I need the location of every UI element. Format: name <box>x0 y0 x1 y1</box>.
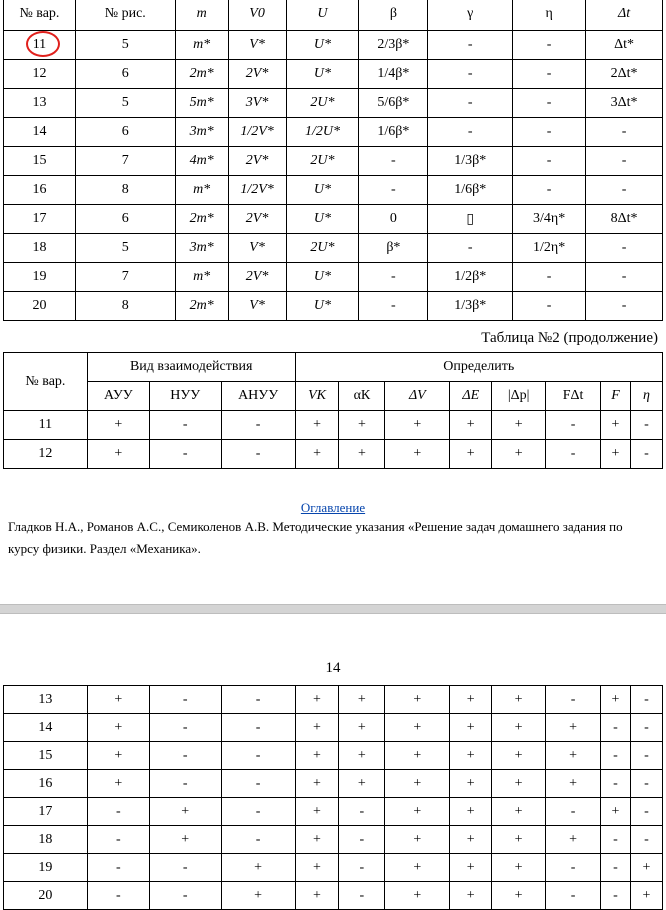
table-cell: 14 <box>4 118 76 147</box>
table-row <box>4 742 663 770</box>
table-cell: m* <box>175 176 228 205</box>
table-cell: - <box>339 798 385 826</box>
table-cell: 15 <box>4 742 88 770</box>
table-cell: - <box>513 263 586 292</box>
table-cell: - <box>87 798 149 826</box>
table-cell: 20 <box>4 882 88 910</box>
group-determine-header: Определить <box>295 353 662 382</box>
table-cell: - <box>630 440 662 469</box>
table-cell: - <box>221 826 295 854</box>
table-cell: + <box>87 742 149 770</box>
table-cell: - <box>359 176 428 205</box>
table-cell: - <box>149 742 221 770</box>
table-cell: - <box>630 798 662 826</box>
table-cell: + <box>601 411 631 440</box>
table-cell: - <box>359 263 428 292</box>
subheader-cell: FΔt <box>546 382 601 411</box>
table-row <box>4 440 663 469</box>
table-cell: 1/3β* <box>428 292 513 321</box>
table-cell: - <box>546 686 601 714</box>
table-cell: + <box>385 742 450 770</box>
table-cell: + <box>87 411 149 440</box>
table-cell: + <box>492 854 546 882</box>
table-cell: 6 <box>75 118 175 147</box>
variants-table <box>3 0 663 321</box>
table-cell: + <box>546 742 601 770</box>
subheader-cell: ΔV <box>385 382 450 411</box>
table-cell: + <box>295 854 339 882</box>
table-cell: - <box>513 292 586 321</box>
table-cell: - <box>600 826 630 854</box>
table-cell: - <box>600 882 630 910</box>
table-cell: 16 <box>4 176 76 205</box>
table-cell: + <box>339 686 385 714</box>
table-cell: U* <box>286 31 359 60</box>
table-cell: 1/2U* <box>286 118 359 147</box>
table-cell: m* <box>175 263 228 292</box>
table-row <box>4 176 663 205</box>
table-cell: + <box>450 742 492 770</box>
table-cell: - <box>221 770 295 798</box>
table-cell: 1/2η* <box>513 234 586 263</box>
table-cell: - <box>586 234 663 263</box>
table-cell: - <box>87 854 149 882</box>
table-cell: + <box>630 854 662 882</box>
table-cell: + <box>385 411 450 440</box>
table-cell: 3m* <box>175 118 228 147</box>
table-cell: - <box>546 411 601 440</box>
table-row <box>4 234 663 263</box>
table-cell: U* <box>286 176 359 205</box>
table-cell: + <box>221 854 295 882</box>
table-cell: 6 <box>75 205 175 234</box>
table-cell: + <box>450 714 492 742</box>
table-cell: 8Δt* <box>586 205 663 234</box>
table-cell: - <box>630 770 662 798</box>
subheader-cell: F <box>601 382 631 411</box>
table-cell: 5 <box>75 89 175 118</box>
table-cell: + <box>295 770 339 798</box>
page-separator <box>0 604 666 614</box>
table-cell: 0 <box>359 205 428 234</box>
table-cell: V* <box>228 292 286 321</box>
interaction-table <box>3 352 663 469</box>
table-cell: + <box>450 440 492 469</box>
table-cell: + <box>450 882 492 910</box>
header-cell: U <box>286 0 359 31</box>
header-cell: η <box>513 0 586 31</box>
table-cell: - <box>600 770 630 798</box>
table-cell: - <box>428 31 513 60</box>
table-cell: 2m* <box>175 60 228 89</box>
table-cell: - <box>149 882 221 910</box>
table-cell: 2m* <box>175 205 228 234</box>
table-cell: β* <box>359 234 428 263</box>
table-cell: 19 <box>4 263 76 292</box>
table-cell: - <box>546 440 601 469</box>
table-cell: - <box>359 147 428 176</box>
subheader-cell: АУУ <box>87 382 149 411</box>
table-cell: 12 <box>4 60 76 89</box>
table-cell: + <box>295 798 339 826</box>
table-cell: + <box>295 742 339 770</box>
table-cell: - <box>630 714 662 742</box>
table-cell: - <box>428 89 513 118</box>
table-cell: 5 <box>75 31 175 60</box>
table-cell: + <box>149 798 221 826</box>
page-number: 14 <box>325 660 341 676</box>
table-cell: + <box>87 714 149 742</box>
table-cell: - <box>359 292 428 321</box>
table-cell: - <box>513 176 586 205</box>
table-cell: + <box>339 411 385 440</box>
table-cell: - <box>149 440 221 469</box>
table-cell: + <box>450 798 492 826</box>
table-cell: + <box>546 770 601 798</box>
table-cell: + <box>450 770 492 798</box>
table-row <box>4 411 663 440</box>
table-cell: 11 <box>4 411 88 440</box>
table-cell: - <box>221 742 295 770</box>
table-cell: - <box>513 60 586 89</box>
table-cell: + <box>295 826 339 854</box>
table-cell: V* <box>228 234 286 263</box>
table-cell: 13 <box>4 686 88 714</box>
subheader-cell: НУУ <box>149 382 221 411</box>
table-cell: - <box>221 440 295 469</box>
table-cell: + <box>339 742 385 770</box>
table-cell: 11 <box>4 31 76 60</box>
table-cell: 4m* <box>175 147 228 176</box>
table-cell: - <box>546 854 601 882</box>
subheader-cell: VК <box>295 382 339 411</box>
table-cell: 2U* <box>286 234 359 263</box>
table-cell: - <box>630 686 662 714</box>
table-cell: + <box>149 826 221 854</box>
table-cell: - <box>149 686 221 714</box>
table-cell: 8 <box>75 176 175 205</box>
table-cell: + <box>492 882 546 910</box>
table-cell: 3/4η* <box>513 205 586 234</box>
table-cell: + <box>450 411 492 440</box>
table-cell: 18 <box>4 826 88 854</box>
table-cell: 5/6β* <box>359 89 428 118</box>
table-row <box>4 147 663 176</box>
table-cell: 2V* <box>228 60 286 89</box>
table-cell: 19 <box>4 854 88 882</box>
interaction-table-continued <box>3 685 663 910</box>
table-cell: Δt* <box>586 31 663 60</box>
table-cell: 2V* <box>228 205 286 234</box>
table-cell: + <box>492 411 546 440</box>
table-cell: + <box>450 854 492 882</box>
table-cell: + <box>295 440 339 469</box>
table-cell: 3m* <box>175 234 228 263</box>
table-cell: 3V* <box>228 89 286 118</box>
table-cell: 16 <box>4 770 88 798</box>
table-cell: 2V* <box>228 147 286 176</box>
table-cell: - <box>513 31 586 60</box>
table-cell: - <box>600 742 630 770</box>
table-cell: + <box>492 826 546 854</box>
table-cell: 2/3β* <box>359 31 428 60</box>
table-cell: 13 <box>4 89 76 118</box>
table-row <box>4 714 663 742</box>
table-cell: - <box>428 234 513 263</box>
table-cell: - <box>630 411 662 440</box>
table-cell: + <box>385 826 450 854</box>
table-cell: - <box>586 263 663 292</box>
table-cell: + <box>385 770 450 798</box>
table-cell: + <box>600 686 630 714</box>
table-cell: 2V* <box>228 263 286 292</box>
table-cell: + <box>546 714 601 742</box>
table-cell: + <box>601 440 631 469</box>
table-cell: m* <box>175 31 228 60</box>
table-cell: 7 <box>75 147 175 176</box>
table-cell: - <box>630 826 662 854</box>
table-cell: + <box>492 440 546 469</box>
table-row <box>4 31 663 60</box>
table-cell: 18 <box>4 234 76 263</box>
table-cell: + <box>385 798 450 826</box>
col-var-header: № вар. <box>4 353 88 411</box>
subheader-cell: |Δp| <box>492 382 546 411</box>
table-cell: - <box>513 118 586 147</box>
table-cell: - <box>149 770 221 798</box>
table-cell: 1/6β* <box>428 176 513 205</box>
table-row <box>4 770 663 798</box>
table-cell: - <box>586 292 663 321</box>
table-cell: + <box>546 826 601 854</box>
table-cell: 15 <box>4 147 76 176</box>
table-row <box>4 263 663 292</box>
table-row <box>4 798 663 826</box>
table-cell: + <box>295 411 339 440</box>
table-row <box>4 292 663 321</box>
table-cell: 2U* <box>286 89 359 118</box>
table-caption: Таблица №2 (продолжение) <box>481 330 658 346</box>
table-cell: 1/3β* <box>428 147 513 176</box>
highlight-circle <box>26 31 60 57</box>
header-cell: Δt <box>586 0 663 31</box>
table-cell: - <box>87 882 149 910</box>
table-cell: 17 <box>4 798 88 826</box>
table-cell: 2m* <box>175 292 228 321</box>
table-cell: + <box>87 770 149 798</box>
table-row <box>4 89 663 118</box>
table-cell: U* <box>286 263 359 292</box>
table-cell: - <box>586 118 663 147</box>
table-cell: - <box>221 714 295 742</box>
table-cell: 17 <box>4 205 76 234</box>
table-cell: 5m* <box>175 89 228 118</box>
table-cell: - <box>149 854 221 882</box>
table-cell: - <box>149 714 221 742</box>
header-cell: V0 <box>228 0 286 31</box>
table-cell: U* <box>286 205 359 234</box>
table-cell: + <box>385 440 450 469</box>
table-cell: - <box>600 714 630 742</box>
table-cell: 2U* <box>286 147 359 176</box>
table-cell: + <box>450 826 492 854</box>
table-row <box>4 118 663 147</box>
table-row <box>4 60 663 89</box>
table-cell: 1/2V* <box>228 118 286 147</box>
table-cell: + <box>385 686 450 714</box>
table-row <box>4 205 663 234</box>
table-cell: + <box>87 440 149 469</box>
table-cell: 2Δt* <box>586 60 663 89</box>
table-cell: - <box>87 826 149 854</box>
table-cell: - <box>586 176 663 205</box>
table-cell: + <box>492 742 546 770</box>
table-cell: + <box>492 686 546 714</box>
table-cell: + <box>385 854 450 882</box>
table-cell: 3Δt* <box>586 89 663 118</box>
table-cell: + <box>295 714 339 742</box>
contents-link[interactable]: Оглавление <box>300 500 366 515</box>
header-cell: β <box>359 0 428 31</box>
table-row <box>4 854 663 882</box>
header-cell: № рис. <box>75 0 175 31</box>
table-cell: - <box>513 89 586 118</box>
table-cell: V* <box>228 31 286 60</box>
table-cell: + <box>385 882 450 910</box>
table-cell: + <box>492 770 546 798</box>
table-cell: 14 <box>4 714 88 742</box>
table-cell: 1/4β* <box>359 60 428 89</box>
table-cell: 12 <box>4 440 88 469</box>
group-interaction-header: Вид взаимодействия <box>87 353 295 382</box>
table-row <box>4 882 663 910</box>
table-cell: - <box>339 826 385 854</box>
subheader-cell: αК <box>339 382 385 411</box>
table-cell: + <box>385 714 450 742</box>
header-cell: m <box>175 0 228 31</box>
table-cell: - <box>221 798 295 826</box>
table-cell: - <box>513 147 586 176</box>
table-cell: + <box>87 686 149 714</box>
table-cell: - <box>546 798 601 826</box>
table-cell: 1/2V* <box>228 176 286 205</box>
citation-text: Гладков Н.А., Романов А.С., Семиколенов А.В. Методические указания «Решение задач домашнего задания по курсу физики. Раздел «Механика». <box>8 519 623 556</box>
table-cell: + <box>492 798 546 826</box>
table-cell: - <box>428 118 513 147</box>
table-cell: - <box>586 147 663 176</box>
table-cell: - <box>339 882 385 910</box>
table-cell: + <box>221 882 295 910</box>
table-cell: - <box>221 686 295 714</box>
table-cell: U* <box>286 60 359 89</box>
table-cell: + <box>450 686 492 714</box>
table-cell: - <box>428 60 513 89</box>
table-cell: 1/6β* <box>359 118 428 147</box>
table-cell: - <box>221 411 295 440</box>
table-cell: - <box>149 411 221 440</box>
table-cell: + <box>339 440 385 469</box>
table-cell: + <box>600 798 630 826</box>
table-cell: 7 <box>75 263 175 292</box>
table-cell: - <box>630 742 662 770</box>
table-cell: 6 <box>75 60 175 89</box>
table-row <box>4 826 663 854</box>
header-cell: γ <box>428 0 513 31</box>
subheader-cell: η <box>630 382 662 411</box>
table-cell: + <box>339 770 385 798</box>
table-cell: + <box>492 714 546 742</box>
table-cell: - <box>600 854 630 882</box>
table-cell: + <box>295 882 339 910</box>
table-cell: 1/2β* <box>428 263 513 292</box>
header-cell: № вар. <box>4 0 76 31</box>
table-cell: - <box>546 882 601 910</box>
table-row <box>4 686 663 714</box>
table-cell: 20 <box>4 292 76 321</box>
table-cell: + <box>295 686 339 714</box>
table-cell: ▯ <box>428 205 513 234</box>
table-cell: 5 <box>75 234 175 263</box>
table-cell: + <box>339 714 385 742</box>
table-cell: U* <box>286 292 359 321</box>
table-cell: 8 <box>75 292 175 321</box>
table-cell: - <box>339 854 385 882</box>
table-cell: + <box>630 882 662 910</box>
subheader-cell: ΔE <box>450 382 492 411</box>
subheader-cell: АНУУ <box>221 382 295 411</box>
